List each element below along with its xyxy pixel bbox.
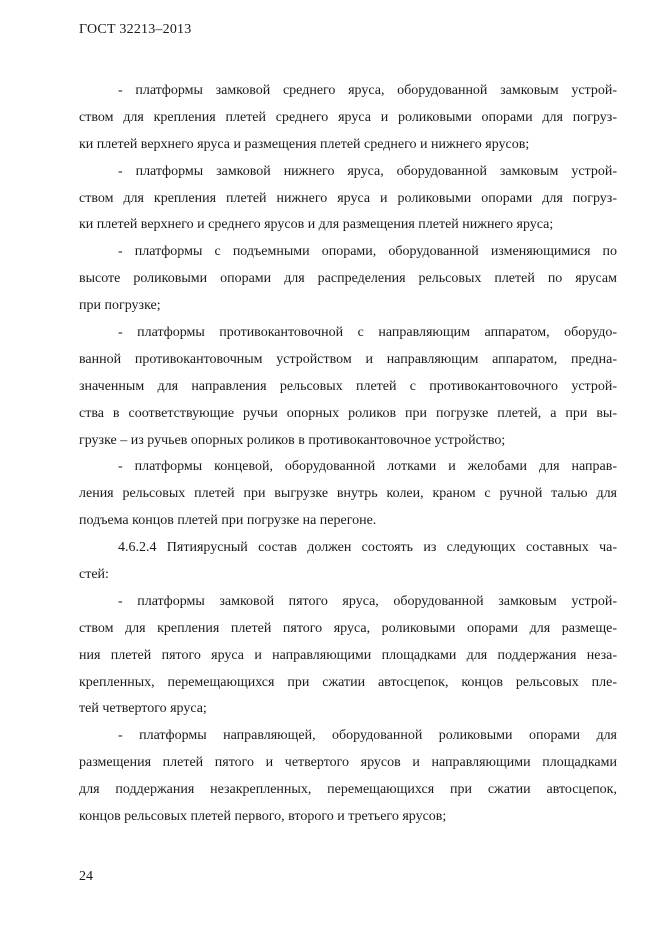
- text-line: подъема концов плетей при погрузке на перегоне.: [79, 513, 377, 529]
- text-line: - платформы замковой среднего яруса, оборудованной замковым устрой-: [118, 83, 617, 98]
- text-line: - платформы замковой пятого яруса, оборудованной замковым устрой-: [118, 593, 617, 609]
- text-line: размещения плетей пятого и четвертого ярусов и направляющими площадками: [79, 755, 617, 771]
- text-line: - платформы противокантовочной с направляющим аппаратом, оборудо-: [118, 325, 617, 341]
- text-line: ки плетей верхнего и среднего ярусов и для размещения плетей нижнего яруса;: [79, 217, 554, 233]
- document-header: ГОСТ 32213–2013: [79, 22, 192, 37]
- text-line: при погрузке;: [79, 298, 161, 314]
- text-line: стей:: [79, 567, 109, 583]
- text-line: ством для крепления плетей пятого яруса, роликовыми опорами для размеще-: [79, 620, 617, 636]
- text-line: ния плетей пятого яруса и направляющими площадками для поддержания неза-: [79, 647, 617, 663]
- document-body: [79, 78, 617, 831]
- page-number: 24: [79, 869, 93, 884]
- text-line: ки плетей верхнего яруса и размещения плетей среднего и нижнего ярусов;: [79, 136, 530, 152]
- text-line: грузке – из ручьев опорных роликов в противокантовочное устройство;: [79, 432, 506, 448]
- text-line: ления рельсовых плетей при выгрузке внутрь колеи, краном с ручной талью для: [79, 486, 617, 502]
- text-line: значенным для направления рельсовых плетей с противокантовочного устрой-: [79, 378, 617, 394]
- text-line: - платформы концевой, оборудованной лотками и желобами для направ-: [118, 459, 617, 475]
- text-line: - платформы с подъемными опорами, оборудованной изменяющимися по: [118, 244, 617, 260]
- text-line: для поддержания незакрепленных, перемещающихся при сжатии автосцепок,: [79, 782, 617, 798]
- section-heading-line: 4.6.2.4 Пятиярусный состав должен состоять из следующих составных ча-: [118, 540, 617, 556]
- text-line: - платформы направляющей, оборудованной роликовыми опорами для: [118, 728, 617, 744]
- text-line: ством для крепления плетей нижнего яруса и роликовыми опорами для погруз-: [79, 190, 617, 206]
- text-line: - платформы замковой нижнего яруса, оборудованной замковым устрой-: [118, 163, 617, 179]
- text-line: высоте роликовыми опорами для распределения рельсовых плетей по ярусам: [79, 271, 617, 287]
- text-line: концов рельсовых плетей первого, второго и третьего ярусов;: [79, 809, 447, 825]
- text-line: ванной противокантовочным устройством и направляющим аппаратом, предна-: [79, 351, 617, 367]
- text-line: ства в соответствующие ручьи опорных роликов при погрузке плетей, а при вы-: [79, 405, 617, 421]
- text-line: крепленных, перемещающихся при сжатии автосцепок, концов рельсовых пле-: [79, 674, 617, 690]
- text-line: тей четвертого яруса;: [79, 701, 207, 717]
- text-line: ством для крепления плетей среднего яруса и роликовыми опорами для погруз-: [79, 109, 617, 125]
